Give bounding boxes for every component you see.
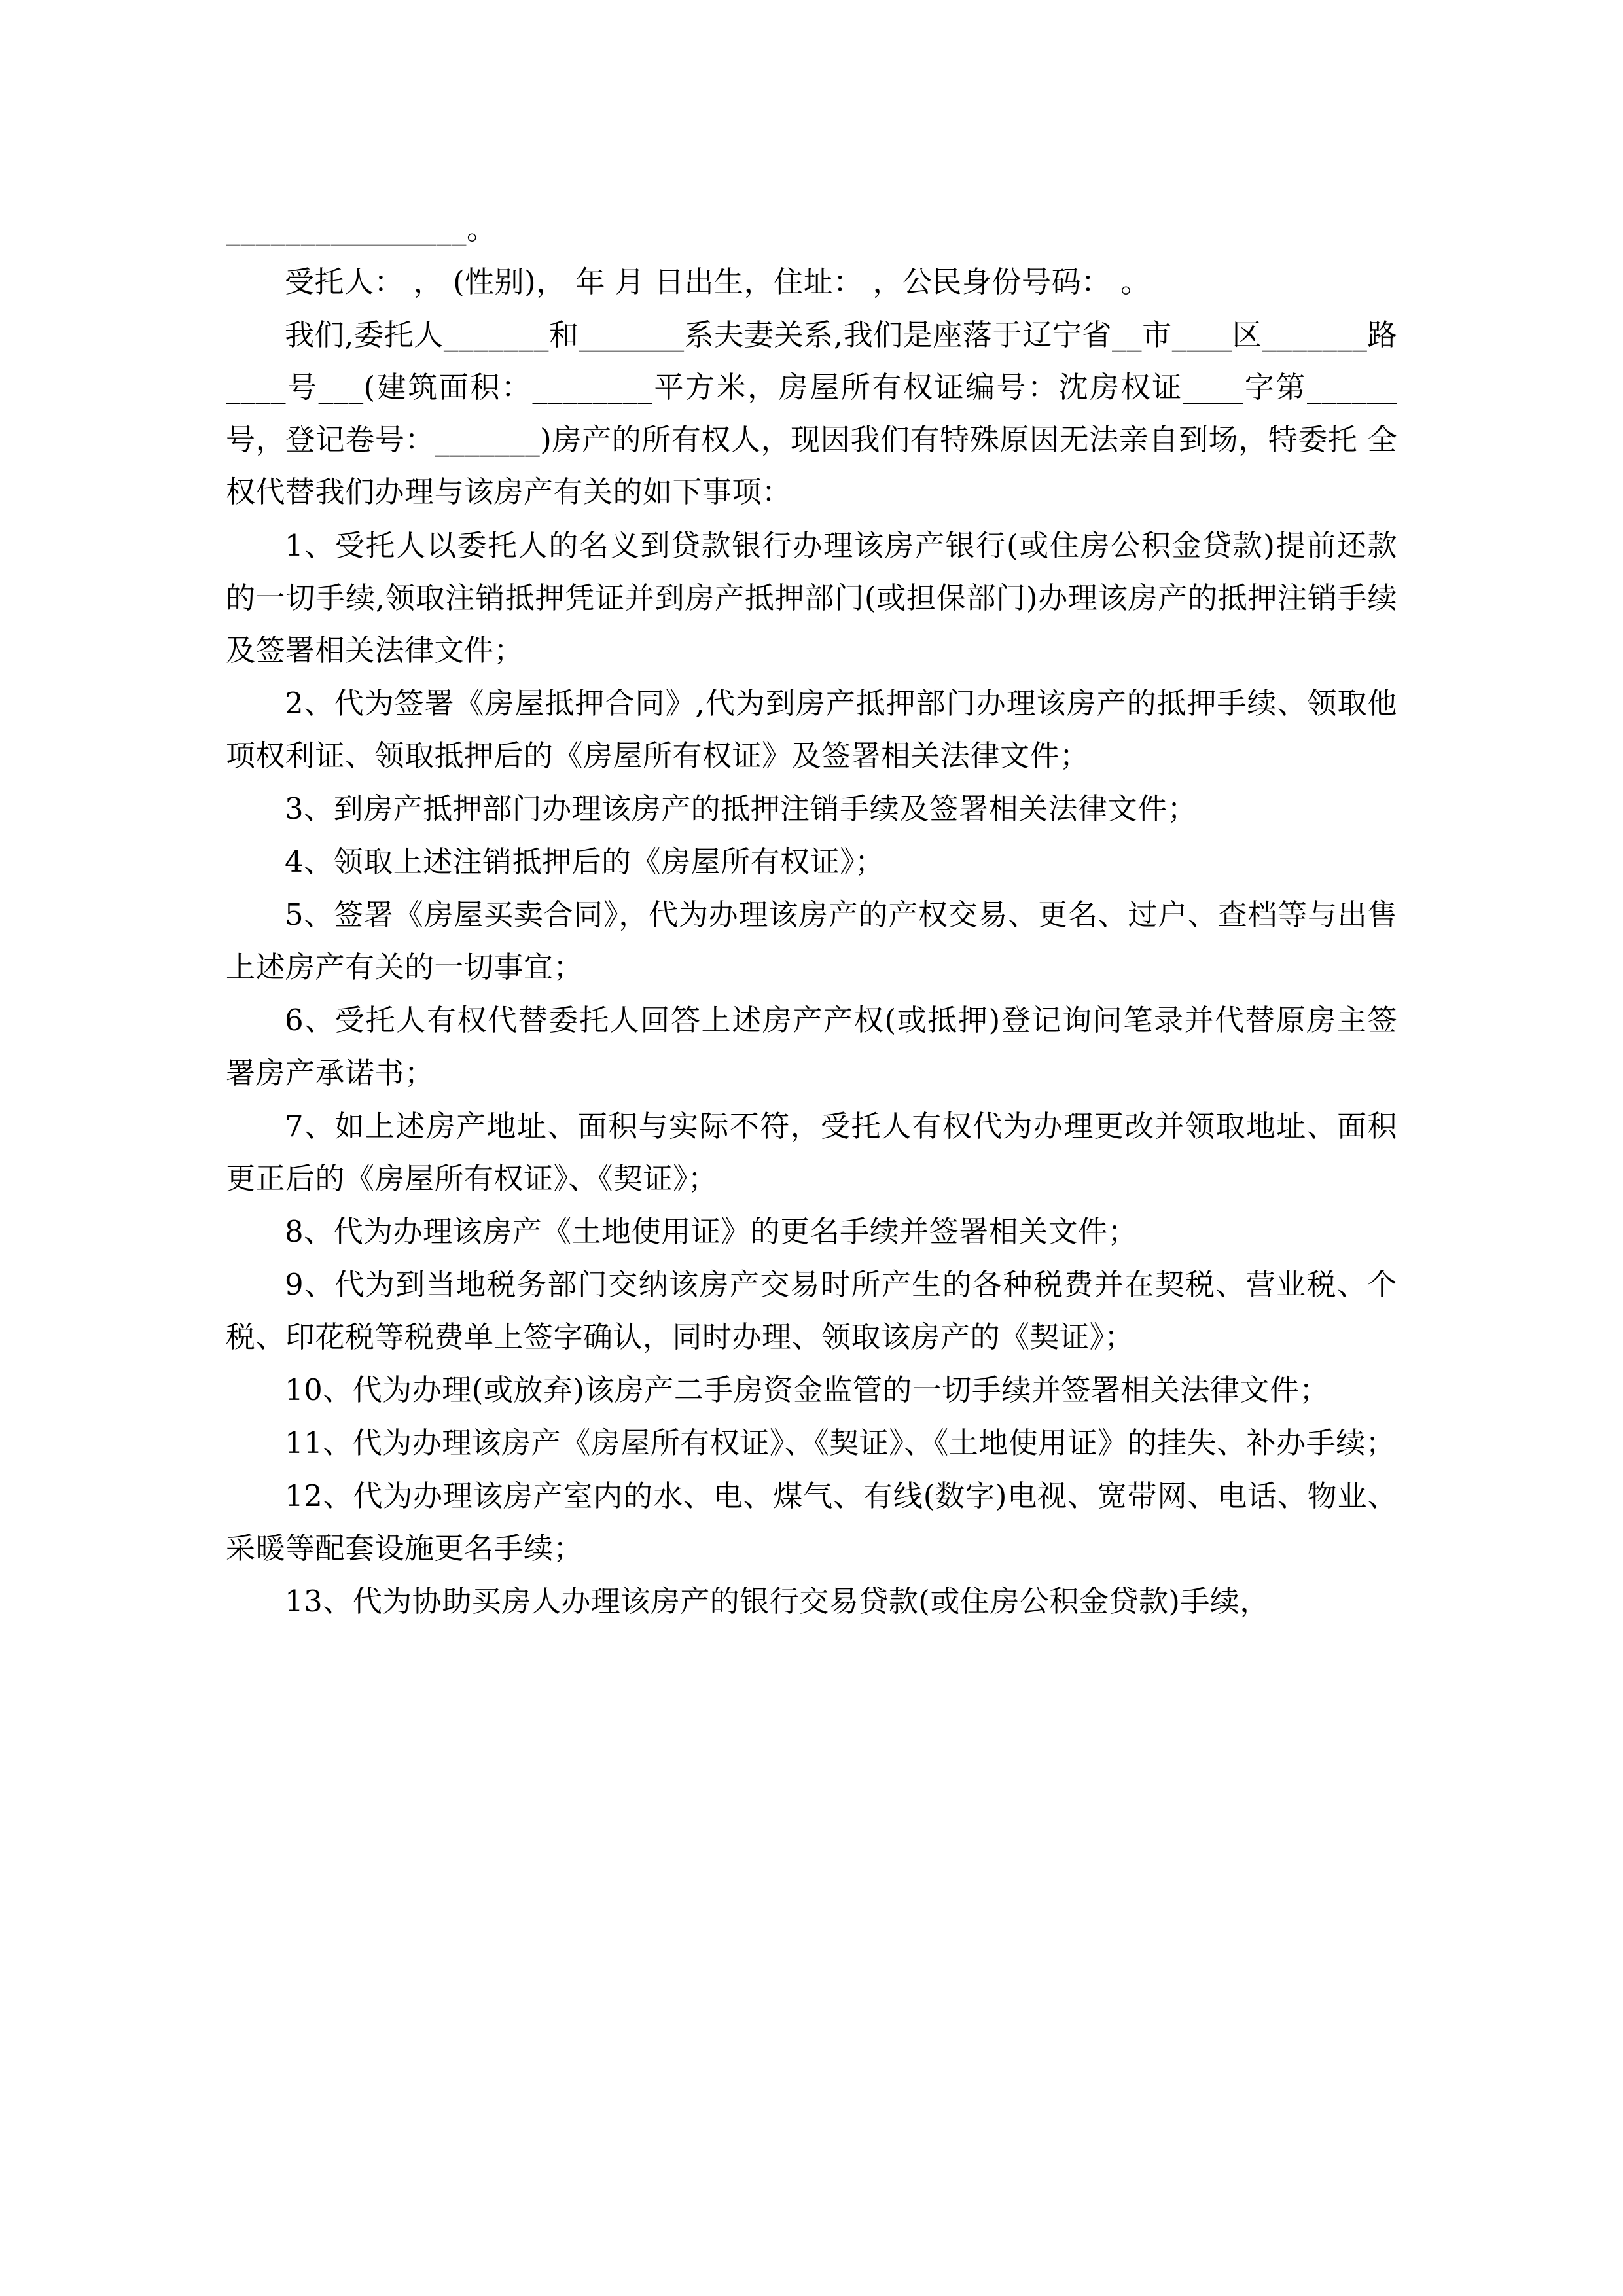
paragraph-item-12: 12、代为办理该房产室内的水、电、煤气、有线(数字)电视、宽带网、电话、物业、采暖等配套设施更名手续； xyxy=(226,1479,1397,1566)
paragraph-item-4: 4、领取上述注销抵押后的《房屋所有权证》； xyxy=(285,844,885,880)
paragraph-item-10: 10、代为办理(或放弃)该房产二手房资金监管的一切手续并签署相关法律文件； xyxy=(285,1372,1329,1408)
paragraph-item-13: 13、代为协助买房人办理该房产的银行交易贷款(或住房公积金贷款)手续， xyxy=(285,1584,1270,1619)
paragraph-couple-property-statement: 我们,委托人_______和_______系夫妻关系,我们是座落于辽宁省__市____区_______路____号___(建筑面积：________平方米，房屋所有权证编号：沈房权证____字第______号，登记卷号：_______)房产的所有权人，现因我们有特殊原因无法亲自到场，特委托 全权代替我们办理与该房产有关的如下事项： xyxy=(226,317,1397,510)
paragraph-item-7: 7、如上述房产地址、面积与实际不符，受托人有权代为办理更改并领取地址、面积更正后的《房屋所有权证》、《契证》； xyxy=(226,1108,1397,1196)
paragraph-item-11: 11、代为办理该房产《房屋所有权证》、《契证》、《土地使用证》的挂失、补办手续； xyxy=(285,1426,1396,1461)
paragraph-entrusted-person: 受托人： ， (性别)， 年 月 日出生，住址： ，公民身份号码： 。 xyxy=(285,264,1150,300)
paragraph-line-blank-ending: ________________。 xyxy=(226,211,497,246)
paragraph-item-3: 3、到房产抵押部门办理该房产的抵押注销手续及签署相关法律文件； xyxy=(285,791,1198,827)
paragraph-item-1: 1、受托人以委托人的名义到贷款银行办理该房产银行(或住房公积金贷款)提前还款的一切手续,领取注销抵押凭证并到房产抵押部门(或担保部门)办理该房产的抵押注销手续及签署相关法律文件； xyxy=(226,528,1397,668)
paragraph-item-6: 6、受托人有权代替委托人回答上述房产产权(或抵押)登记询问笔录并代替原房主签署房产承诺书； xyxy=(226,1003,1397,1090)
document-body xyxy=(226,203,1397,1628)
paragraph-item-9: 9、代为到当地税务部门交纳该房产交易时所产生的各种税费并在契税、营业税、个税、印花税等税费单上签字确认，同时办理、领取该房产的《契证》； xyxy=(226,1266,1397,1354)
paragraph-item-8: 8、代为办理该房产《土地使用证》的更名手续并签署相关文件； xyxy=(285,1213,1138,1249)
paragraph-item-5: 5、签署《房屋买卖合同》，代为办理该房产的产权交易、更名、过户、查档等与出售上述房产有关的一切事宜； xyxy=(226,897,1397,985)
paragraph-item-2: 2、代为签署《房屋抵押合同》,代为到房产抵押部门办理该房产的抵押手续、领取他项权利证、领取抵押后的《房屋所有权证》及签署相关法律文件； xyxy=(226,685,1397,773)
